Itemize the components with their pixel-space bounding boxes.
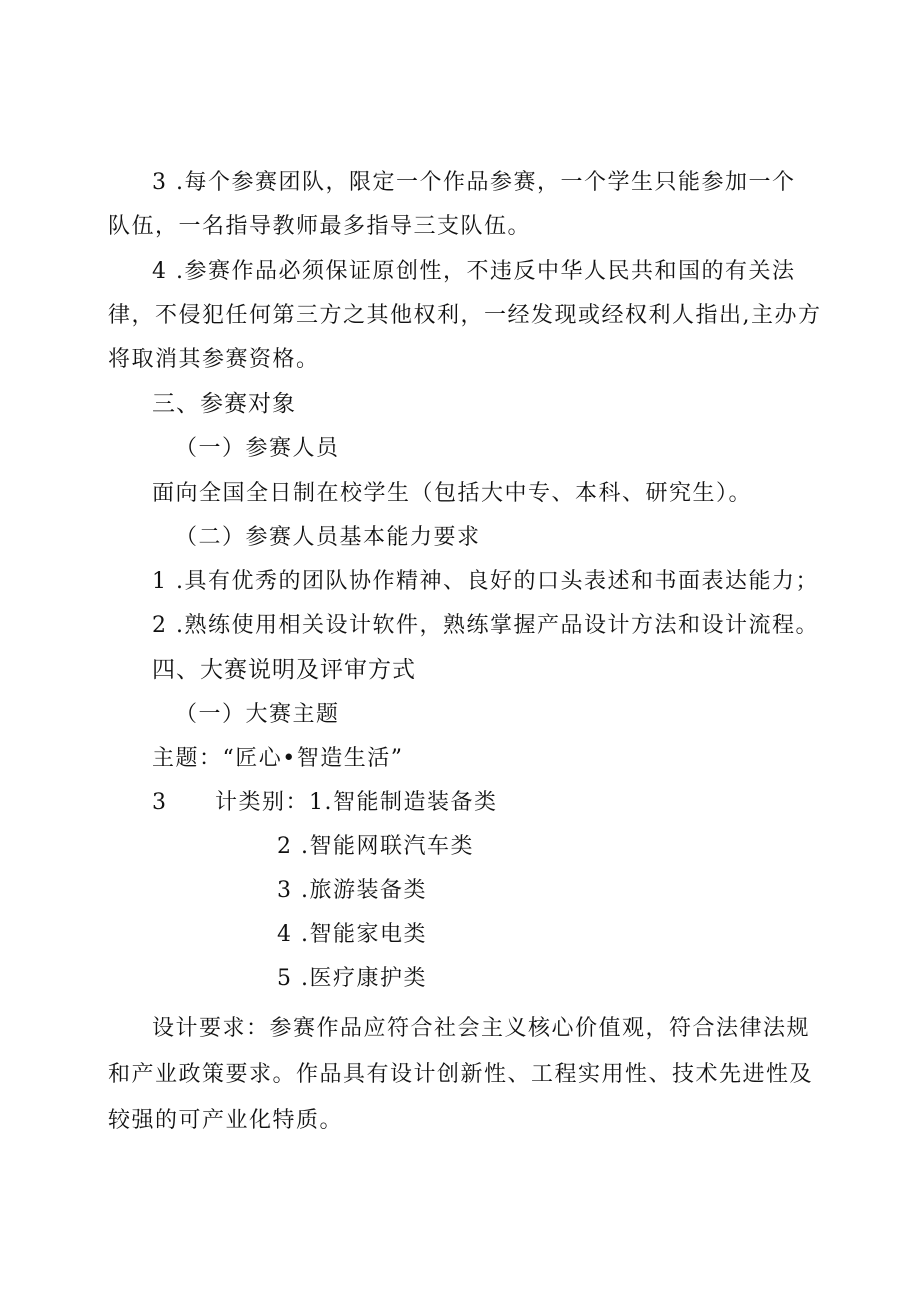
paragraph-3-line-1: 3 .每个参赛团队，限定一个作品参赛，一个学生只能参加一个 [152,170,796,195]
paragraph-4-line-1: 4 .参赛作品必须保证原创性，不违反中华人民共和国的有关法 [152,259,796,284]
category-label: 计类别：1.智能制造装备类 [215,790,498,815]
theme-line: 主题：“匠心•智造生活” [152,746,404,771]
paragraph-3-line-2: 队伍，一名指导教师最多指导三支队伍。 [108,214,532,239]
design-requirement-line-2: 和产业政策要求。作品具有设计创新性、工程实用性、技术先进性及 [108,1062,814,1087]
requirement-1: 1 .具有优秀的团队协作精神、良好的口头表述和书面表达能力； [152,569,819,594]
paragraph-4-line-3: 将取消其参赛资格。 [108,347,320,372]
design-requirement-line-3: 较强的可产业化特质。 [108,1108,344,1133]
paragraph-4-line-2: 律，不侵犯任何第三方之其他权利，一经发现或经权利人指出,主办方 [108,303,822,328]
section-3-sub-1: （一）参赛人员 [175,436,340,461]
category-item: 4 .智能家电类 [277,922,427,947]
section-4-sub-1: （一）大赛主题 [175,702,340,727]
section-3-heading: 三、参赛对象 [152,391,296,417]
section-3-sub-2: （二）参赛人员基本能力要求 [175,525,481,550]
category-item: 2 .智能网联汽车类 [277,834,474,859]
category-number: 3 [152,790,168,815]
design-requirement-line-1: 设计要求：参赛作品应符合社会主义核心价值观，符合法律法规 [152,1016,811,1041]
category-item: 5 .医疗康护类 [277,966,427,991]
requirement-2: 2 .熟练使用相关设计软件，熟练掌握产品设计方法和设计流程。 [152,613,819,638]
category-item: 3 .旅游装备类 [277,878,427,903]
section-4-heading: 四、大赛说明及评审方式 [152,657,416,683]
section-3-sub-1-text: 面向全国全日制在校学生（包括大中专、本科、研究生）。 [152,481,753,506]
